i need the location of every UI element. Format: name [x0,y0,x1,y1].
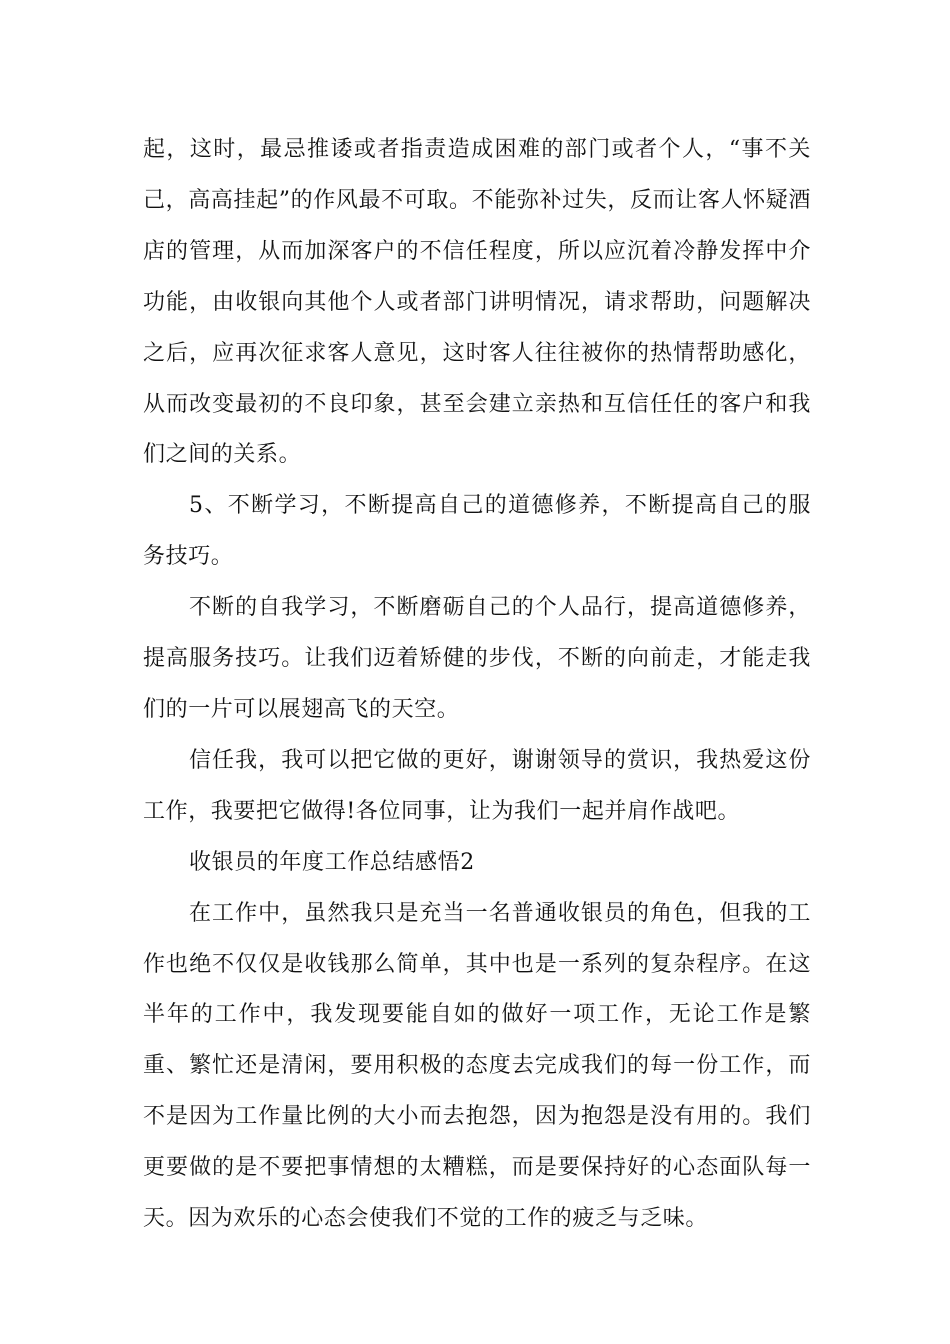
paragraph-work-body: 在工作中，虽然我只是充当一名普通收银员的角色，但我的工作也绝不仅仅是收钱那么简单，其中也是一系列的复杂程序。在这半年的工作中，我发现要能自如的做好一项工作，无论工作是繁重、繁忙还是清闲，要用积极的态度去完成我们的每一份工作，而不是因为工作量比例的大小而去抱怨，因为抱怨是没有用的。我们更要做的是不要把事情想的太糟糕，而是要保持好的心态面队每一天。因为欢乐的心态会使我们不觉的工作的疲乏与乏味。 [143,900,811,1232]
paragraph-self-study: 不断的自我学习，不断磨砺自己的个人品行，提高道德修养，提高服务技巧。让我们迈着矫健的步伐，不断的向前走，才能走我们的一片可以展翅高飞的天空。 [143,595,811,722]
document-body [143,125,811,1245]
paragraph-point-5: 5、不断学习，不断提高自己的道德修养，不断提高自己的服务技巧。 [143,493,811,570]
paragraph-continuation: 起，这时，最忌推诿或者指责造成困难的部门或者个人，“事不关己，高高挂起”的作风最不可取。不能弥补过失，反而让客人怀疑酒店的管理，从而加深客户的不信任程度，所以应沉着冷静发挥中介功能，由收银向其他个人或者部门讲明情况，请求帮助，问题解决之后，应再次征求客人意见，这时客人往往被你的热情帮助感化，从而改变最初的不良印象，甚至会建立亲热和互信任任的客户和我们之间的关系。 [143,137,811,468]
section-title: 收银员的年度工作总结感悟2 [189,849,475,875]
paragraph-trust-me: 信任我，我可以把它做的更好，谢谢领导的赏识，我热爱这份工作，我要把它做得!各位同事，让为我们一起并肩作战吧。 [143,747,811,824]
